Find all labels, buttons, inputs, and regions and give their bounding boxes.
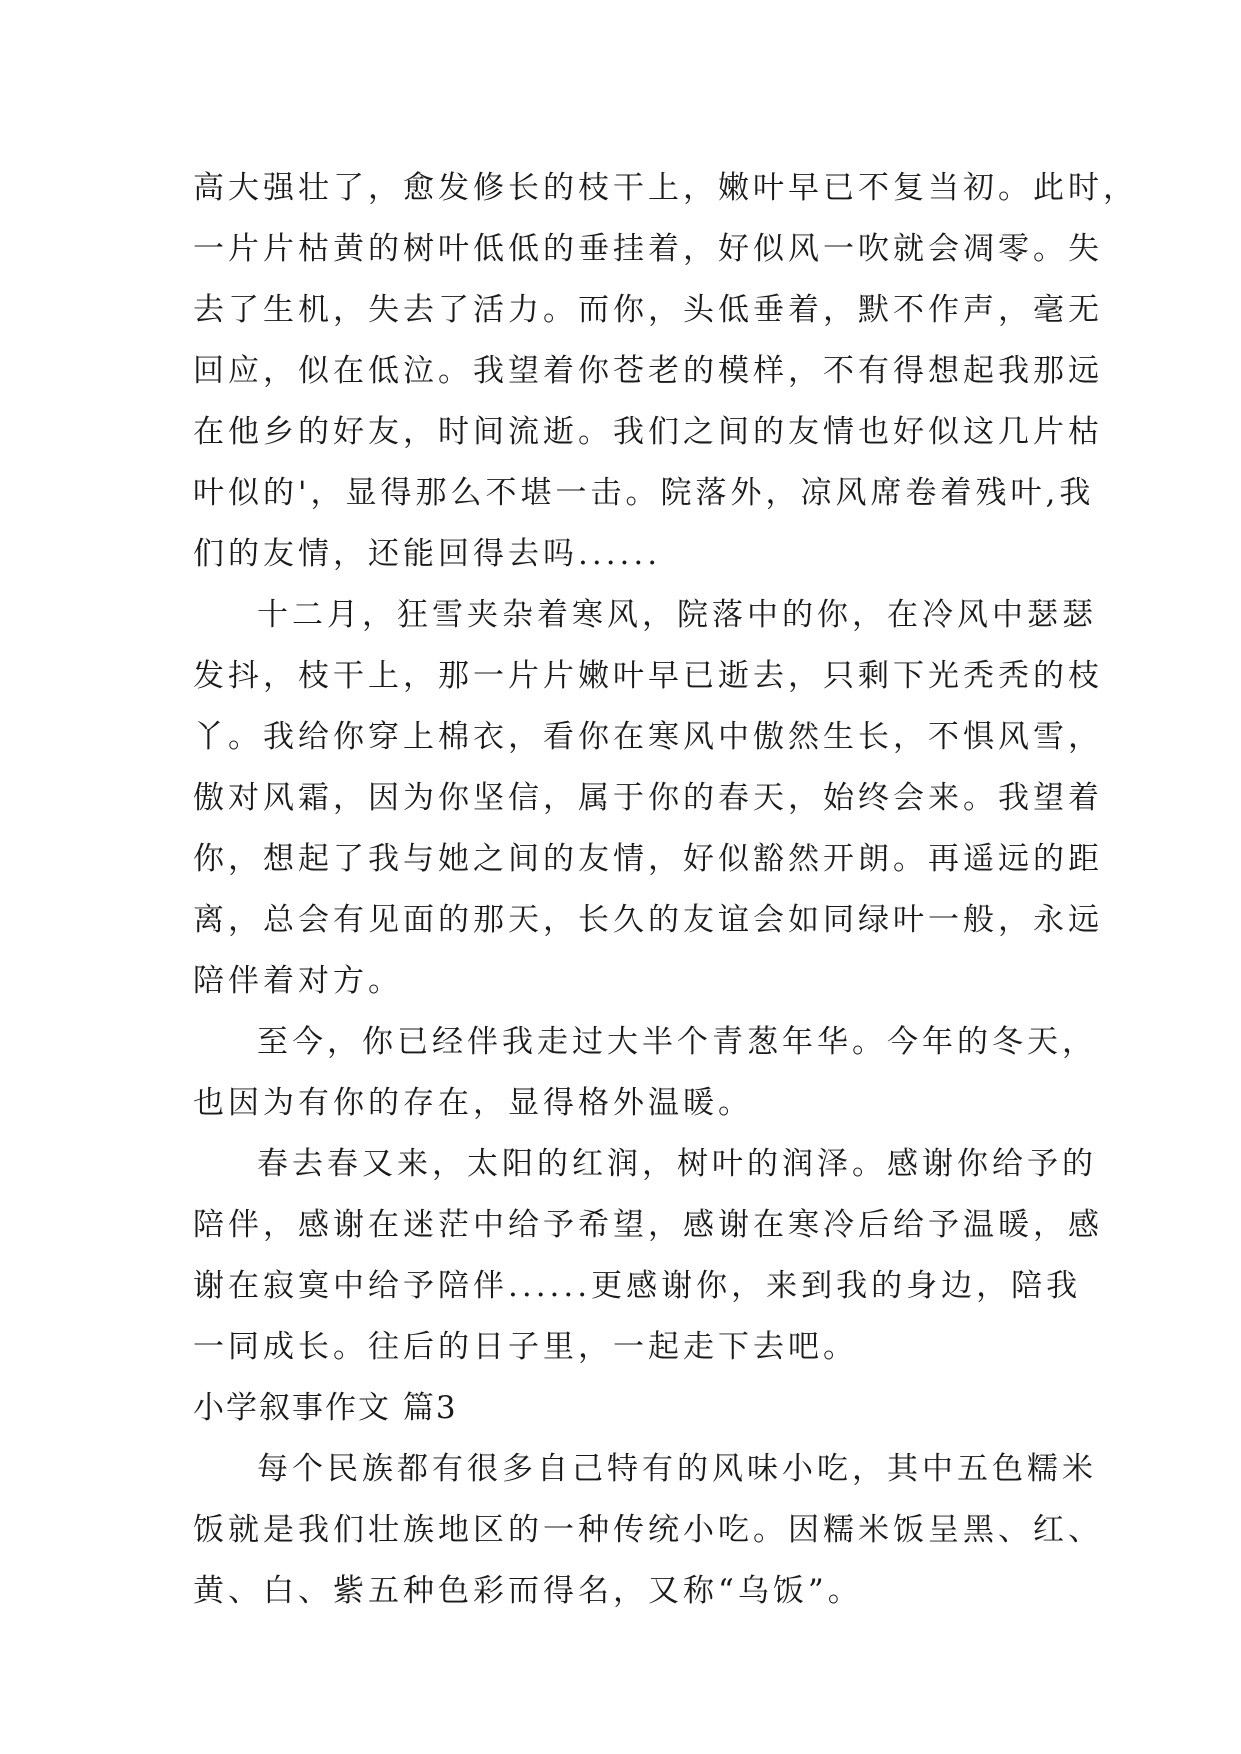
text-line: 傲对风霜，因为你坚信，属于你的春天，始终会来。我望着 bbox=[193, 780, 1103, 816]
paragraph bbox=[193, 158, 1138, 585]
text-line: 谢在寂寞中给予陪伴......更感谢你，来到我的身边，陪我 bbox=[193, 1268, 1082, 1304]
text-line: 们的友情，还能回得去吗...... bbox=[193, 536, 662, 572]
paragraph bbox=[193, 1012, 1097, 1134]
text-line: 饭就是我们壮族地区的一种传统小吃。因糯米饭呈黑、红、 bbox=[193, 1512, 1103, 1548]
paragraph bbox=[193, 1439, 1103, 1622]
text-line: 一片片枯黄的树叶低低的垂挂着，好似风一吹就会凋零。失 bbox=[193, 231, 1103, 267]
text-line: 去了生机，失去了活力。而你，头低垂着，默不作声，毫无 bbox=[193, 292, 1103, 328]
document-body bbox=[193, 158, 1138, 1622]
text-line: 回应，似在低泣。我望着你苍老的模样，不有得想起我那远 bbox=[193, 353, 1103, 389]
paragraph bbox=[193, 1134, 1103, 1378]
text-line: 每个民族都有很多自己特有的风味小吃，其中五色糯米 bbox=[257, 1451, 1097, 1487]
text-line: 你，想起了我与她之间的友情，好似豁然开朗。再遥远的距 bbox=[193, 841, 1103, 877]
text-line: 黄、白、紫五种色彩而得名，又称“乌饭”。 bbox=[193, 1573, 863, 1609]
text-line: 高大强壮了，愈发修长的枝干上，嫩叶早已不复当初。此时， bbox=[193, 170, 1138, 206]
text-line: 春去春又来，太阳的红润，树叶的润泽。感谢你给予的 bbox=[257, 1146, 1097, 1182]
paragraph bbox=[193, 585, 1103, 1012]
text-line: 发抖，枝干上，那一片片嫩叶早已逝去，只剩下光秃秃的枝 bbox=[193, 658, 1103, 694]
text-line: 陪伴，感谢在迷茫中给予希望，感谢在寒冷后给予温暖，感 bbox=[193, 1207, 1103, 1243]
text-line: 离，总会有见面的那天，长久的友谊会如同绿叶一般，永远 bbox=[193, 902, 1103, 938]
text-line: 也因为有你的存在，显得格外温暖。 bbox=[193, 1085, 753, 1121]
text-line: 一同成长。往后的日子里，一起走下去吧。 bbox=[193, 1329, 858, 1365]
text-line: 至今，你已经伴我走过大半个青葱年华。今年的冬天， bbox=[257, 1024, 1097, 1060]
section-heading: 小学叙事作文 篇3 bbox=[193, 1390, 458, 1426]
text-line: 丫。我给你穿上棉衣，看你在寒风中傲然生长，不惧风雪， bbox=[193, 719, 1103, 755]
text-line: 叶似的'，显得那么不堪一击。院落外，凉风席卷着残叶,我 bbox=[193, 475, 1095, 511]
text-line: 陪伴着对方。 bbox=[193, 963, 403, 999]
text-line: 十二月，狂雪夹杂着寒风，院落中的你，在冷风中瑟瑟 bbox=[257, 597, 1097, 633]
text-line: 在他乡的好友，时间流逝。我们之间的友情也好似这几片枯 bbox=[193, 414, 1103, 450]
